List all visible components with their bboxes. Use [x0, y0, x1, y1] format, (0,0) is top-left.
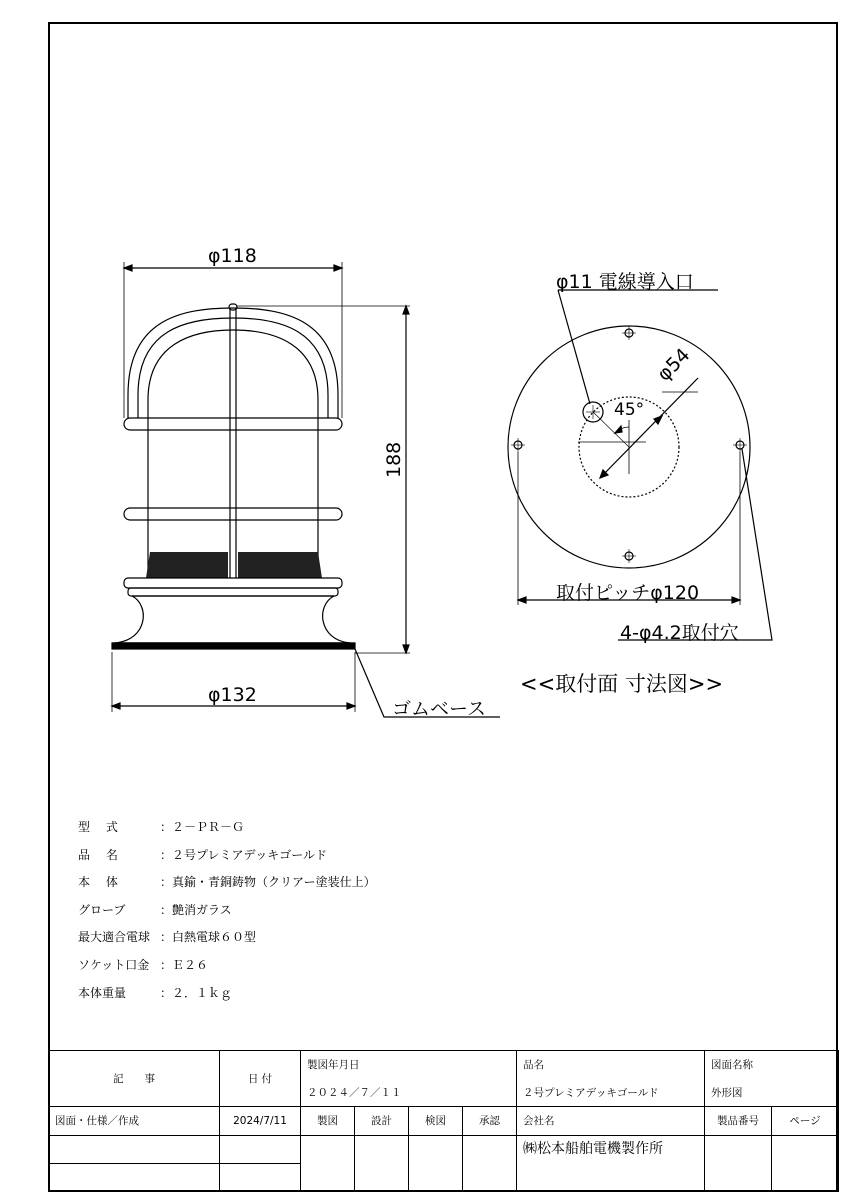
page-value [772, 1135, 839, 1191]
company-label: 会社名 [517, 1107, 705, 1135]
product-number-header: 製品番号 [705, 1107, 772, 1135]
product-number-value [705, 1135, 772, 1191]
guard-arch-outer [128, 308, 338, 418]
spec-value: ：艶消ガラス [160, 902, 232, 917]
spec-value: ：Ｅ２６ [160, 957, 209, 972]
creation-date: 2024/7/11 [220, 1107, 301, 1135]
spec-label: 本 体 [78, 875, 118, 890]
checked-stamp [409, 1135, 463, 1191]
spec-label: 品 名 [78, 847, 118, 862]
glass-globe [148, 330, 318, 575]
spec-list [78, 818, 376, 1011]
rubber-base-strip [112, 643, 355, 649]
spec-value: ：真鍮・青銅鋳物（クリアー塗装仕上） [160, 875, 376, 890]
date-header: 日 付 [220, 1051, 301, 1107]
spec-label: 最大適合電球 [78, 930, 151, 945]
designed-stamp [355, 1135, 409, 1191]
empty-cell [49, 1135, 220, 1163]
spec-value: ：２．１ｋｇ [160, 985, 233, 1000]
drafted-header: 製図 [301, 1107, 355, 1135]
spec-label: 型 式 [78, 820, 118, 834]
approved-stamp [463, 1135, 517, 1191]
spec-value: ：２号プレミアデッキゴールド [160, 847, 328, 862]
dim-height: 188 [383, 441, 405, 478]
drafted-stamp [301, 1135, 355, 1191]
page-header: ページ [772, 1107, 839, 1135]
spec-label: 本体重量 [78, 985, 127, 1000]
dim-top-width: φ118 [208, 245, 257, 267]
spec-row [78, 901, 376, 929]
kiji-header: 記 事 [49, 1051, 220, 1107]
rubber-base-label: ゴムベース [392, 698, 487, 720]
spec-value: ：２－ＰＲ－Ｇ [160, 820, 245, 834]
product-name-value: ２号プレミアデッキゴールド [517, 1079, 705, 1107]
mount-view-title: <<取付面 寸法図>> [520, 672, 724, 696]
spec-row [78, 818, 376, 846]
dim-base-width: φ132 [208, 684, 257, 706]
cable-inlet-label: φ11 電線導入口 [556, 271, 694, 293]
drawing-spec-creator: 図面・仕様／作成 [49, 1107, 220, 1135]
designed-header: 設計 [355, 1107, 409, 1135]
spec-row [78, 956, 376, 984]
company-name: ㈱松本船舶電機製作所 [517, 1135, 705, 1191]
angle-label: 45° [614, 400, 645, 420]
drafting-date-label: 製図年月日 [301, 1051, 517, 1079]
approved-header: 承認 [463, 1107, 517, 1135]
guard-band-2 [124, 508, 342, 520]
empty-cell [220, 1163, 301, 1191]
drafting-date-value: ２０２４／７／１１ [301, 1079, 517, 1107]
empty-cell [49, 1163, 220, 1191]
spec-row [78, 928, 376, 956]
checked-header: 検図 [409, 1107, 463, 1135]
mount-holes-label: 4-φ4.2取付穴 [620, 622, 739, 644]
empty-cell [220, 1135, 301, 1163]
product-name-label: 品名 [517, 1051, 705, 1079]
spec-label: グローブ [78, 902, 126, 917]
spec-row [78, 846, 376, 874]
drawing-name-label: 図面名称 [705, 1051, 839, 1079]
mount-holes-leader [618, 449, 772, 640]
spec-label: ソケット口金 [78, 957, 150, 972]
dim-inner-circle: φ54 [653, 344, 695, 386]
lamp-base [115, 596, 350, 643]
drawing-name-value: 外形図 [705, 1079, 839, 1107]
spec-value: ：白熱電球６０型 [160, 930, 257, 945]
spec-row [78, 984, 376, 1012]
guard-band-1 [124, 418, 342, 430]
spec-row [78, 873, 376, 901]
title-block [48, 1050, 838, 1192]
mount-pitch-label: 取付ピッチφ120 [556, 582, 700, 604]
